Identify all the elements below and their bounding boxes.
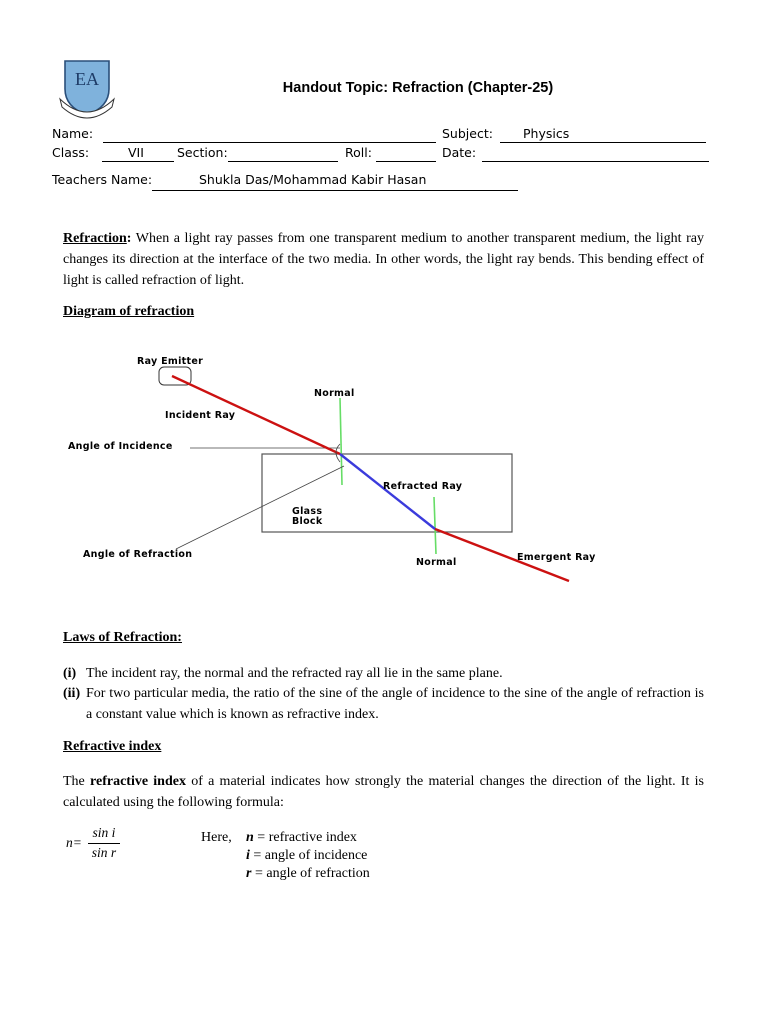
class-value: VII bbox=[128, 145, 144, 160]
law-item bbox=[63, 663, 704, 684]
refraction-definition bbox=[63, 228, 704, 291]
definition-text: = angle of incidence bbox=[249, 848, 368, 863]
teachers-value: Shukla Das/Mohammad Kabir Hasan bbox=[199, 172, 427, 187]
laws-heading: Laws of Refraction: bbox=[63, 630, 182, 645]
law-marker: (i) bbox=[63, 666, 77, 681]
law-item bbox=[63, 683, 704, 725]
refraction-term: Refraction bbox=[63, 231, 127, 246]
angle-refraction-label: Angle of Refraction bbox=[83, 549, 193, 560]
roll-field[interactable] bbox=[376, 161, 436, 162]
class-field[interactable] bbox=[102, 161, 174, 162]
refraction-text: When a light ray passes from one transparent medium to another transparent medium, the light ray changes its direction at the interface of the two media. In other words, the light ray bends. This bending effect of light is called refraction of light. bbox=[63, 231, 704, 288]
angle-incidence-label: Angle of Incidence bbox=[68, 441, 173, 452]
normal-line-bottom bbox=[434, 497, 436, 554]
emergent-ray-label: Emergent Ray bbox=[517, 552, 596, 563]
teachers-label: Teachers Name: bbox=[52, 172, 153, 187]
normal-line-top bbox=[340, 398, 342, 485]
refractive-index-intro bbox=[63, 771, 704, 813]
roll-label: Roll: bbox=[345, 145, 372, 160]
definition-symbol: r bbox=[246, 866, 252, 881]
incident-ray-label: Incident Ray bbox=[165, 410, 236, 421]
subject-field[interactable] bbox=[500, 142, 706, 143]
intro-post: of a material indicates how strongly the material changes the direction of the light. It is calculated using the following formula: bbox=[63, 774, 704, 810]
definition-text: = angle of refraction bbox=[251, 866, 370, 881]
date-label: Date: bbox=[442, 145, 477, 160]
diagram-heading: Diagram of refraction bbox=[63, 304, 195, 319]
name-field[interactable] bbox=[103, 142, 436, 143]
subject-label: Subject: bbox=[442, 126, 493, 141]
ray-emitter-label: Ray Emitter bbox=[137, 356, 204, 367]
definition-symbol: i bbox=[246, 848, 250, 863]
intro-bold: refractive index bbox=[90, 774, 186, 789]
definition-text: = refractive index bbox=[253, 830, 357, 845]
here-label: Here, bbox=[201, 830, 232, 845]
logo-text: EA bbox=[75, 69, 99, 89]
law-text: For two particular media, the ratio of the sine of the angle of incidence to the sine of the angle of refraction is a constant value which is known as refractive index. bbox=[86, 686, 704, 722]
class-label: Class: bbox=[52, 145, 90, 160]
refractive-index-heading: Refractive index bbox=[63, 739, 162, 754]
law-marker: (ii) bbox=[63, 686, 81, 701]
refracted-ray-label: Refracted Ray bbox=[383, 481, 463, 492]
formula-numerator: sin i bbox=[92, 825, 116, 840]
name-label: Name: bbox=[52, 126, 94, 141]
definition-row bbox=[246, 865, 370, 883]
glass-label: Glass bbox=[292, 506, 323, 517]
refraction-diagram bbox=[0, 340, 768, 590]
law-text: The incident ray, the normal and the refracted ray all lie in the same plane. bbox=[86, 666, 503, 681]
subject-value: Physics bbox=[523, 126, 570, 141]
definition-symbol: n bbox=[246, 830, 254, 845]
refraction-colon: : bbox=[126, 231, 132, 246]
intro-pre: The bbox=[63, 774, 91, 789]
definition-row bbox=[246, 829, 357, 847]
normal-top-label: Normal bbox=[314, 388, 355, 399]
date-field[interactable] bbox=[482, 161, 709, 162]
formula-denominator: sin r bbox=[91, 845, 117, 860]
section-field[interactable] bbox=[228, 161, 338, 162]
formula-lhs: n= bbox=[66, 835, 82, 850]
normal-bottom-label: Normal bbox=[416, 557, 457, 568]
page-title: Handout Topic: Refraction (Chapter-25) bbox=[282, 80, 554, 96]
block-label: Block bbox=[292, 516, 323, 527]
section-label: Section: bbox=[177, 145, 228, 160]
definition-row bbox=[246, 847, 367, 865]
teachers-field[interactable] bbox=[152, 190, 518, 191]
formula-fraction-bar bbox=[88, 843, 120, 844]
